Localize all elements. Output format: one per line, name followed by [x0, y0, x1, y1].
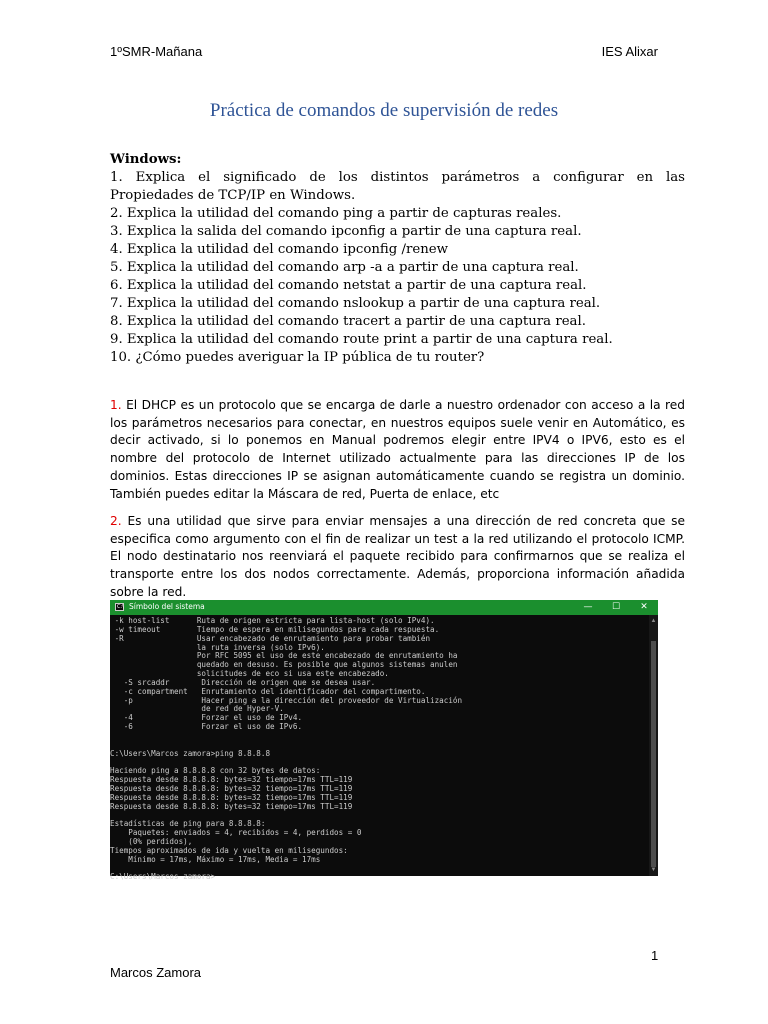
cmd-line: -p Hacer ping a la dirección del proveedor de Virtualización	[110, 695, 463, 705]
header-course: 1ºSMR-Mañana	[110, 44, 203, 59]
cmd-line: -R Usar encabezado de enrutamiento para probar también	[110, 633, 431, 643]
cmd-line: -6 Forzar el uso de IPv6.	[110, 722, 303, 732]
question-5: 5. Explica la utilidad del comando arp -a a partir de una captura real.	[110, 260, 579, 275]
cmd-line: -S srcaddr Dirección de origen que se desea usar.	[110, 677, 376, 687]
cmd-line: quedado en desuso. Es posible que algunos sistemas anulen	[110, 660, 458, 670]
cmd-line: Respuesta desde 8.8.8.8: bytes=32 tiempo=17ms TTL=119	[110, 784, 353, 794]
cmd-line: C:\Users\Marcos zamora>	[110, 872, 216, 882]
cmd-line: -4 Forzar el uso de IPv4.	[110, 713, 303, 723]
cmd-line: -c compartment Enrutamiento del identificador del compartimento.	[110, 686, 426, 696]
maximize-icon: ☐	[611, 602, 621, 612]
cmd-window-screenshot	[110, 600, 658, 882]
cmd-line: Haciendo ping a 8.8.8.8 con 32 bytes de datos:	[110, 766, 321, 776]
window-controls	[574, 600, 658, 615]
question-6: 6. Explica la utilidad del comando netstat a partir de una captura real.	[110, 278, 587, 293]
cmd-line	[110, 732, 649, 741]
cmd-line: Paquetes: enviados = 4, recibidos = 4, perdidos = 0	[110, 828, 362, 838]
cmd-line: Mínimo = 17ms, Máximo = 17ms, Media = 17ms	[110, 854, 321, 864]
cmd-line: solicitudes de eco si usa este encabezado.	[110, 669, 389, 679]
question-9: 9. Explica la utilidad del comando route print a partir de una captura real.	[110, 332, 613, 347]
cmd-line: Por RFC 5095 el uso de este encabezado de enrutamiento ha	[110, 651, 458, 661]
cmd-line: Respuesta desde 8.8.8.8: bytes=32 tiempo=17ms TTL=119	[110, 775, 353, 785]
terminal-icon: C:\	[117, 604, 124, 610]
question-1-line-1: 1. Explica el significado de los distintos parámetros a configurar en las	[110, 170, 685, 185]
header-school: IES Alixar	[601, 44, 658, 59]
question-10: 10. ¿Cómo puedes averiguar la IP pública de tu router?	[110, 350, 485, 365]
cmd-line: Respuesta desde 8.8.8.8: bytes=32 tiempo=17ms TTL=119	[110, 792, 353, 802]
question-3: 3. Explica la salida del comando ipconfig a partir de una captura real.	[110, 224, 582, 239]
question-7: 7. Explica la utilidad del comando nslookup a partir de una captura real.	[110, 296, 601, 311]
answer-1-text: El DHCP es un protocolo que se encarga de darle a nuestro ordenador con acceso a la red los parámetros necesarios para conectar, en nuestros equipos suele venir en Automático, es decir activado, si lo ponemos en Manual podremos elegir entre IPV4 o IPV6, esto es el nombre del protocolo de Internet utilizado actualmente para las direcciones IP de los dominios. Estas direcciones IP se asignan automáticamente cuando se registra un dominio. También puedes editar la Máscara de red, Puerta de enlace, etc	[110, 398, 685, 501]
cmd-line: Respuesta desde 8.8.8.8: bytes=32 tiempo=17ms TTL=119	[110, 801, 353, 811]
close-icon: ✕	[640, 602, 648, 612]
question-2: 2. Explica la utilidad del comando ping a partir de capturas reales.	[110, 206, 562, 221]
page-title: Práctica de comandos de supervisión de redes	[209, 100, 559, 121]
question-4: 4. Explica la utilidad del comando ipconfig /renew	[110, 242, 449, 257]
answer-1-number: 1.	[110, 398, 122, 412]
question-1-line-2: Propiedades de TCP/IP en Windows.	[110, 188, 356, 203]
minimize-icon: —	[583, 602, 593, 612]
cmd-line: (0% perdidos),	[110, 837, 193, 847]
windows-questions	[110, 151, 685, 367]
cmd-line: Tiempos aproximados de ida y vuelta en milisegundos:	[110, 845, 348, 855]
cmd-scrollbar	[649, 615, 658, 876]
answer-2	[110, 513, 685, 602]
scroll-thumb	[651, 641, 656, 867]
question-8: 8. Explica la utilidad del comando tracert a partir de una captura real.	[110, 314, 586, 329]
scroll-up-icon: ▲	[650, 618, 657, 624]
scroll-down-icon: ▼	[650, 867, 657, 873]
cmd-line: -k host-list Ruta de origen estricta para lista-host (solo IPv4).	[110, 616, 435, 625]
cmd-line: Estadísticas de ping para 8.8.8.8:	[110, 819, 266, 829]
windows-heading: Windows:	[110, 152, 182, 167]
footer-author: Marcos Zamora	[110, 965, 202, 980]
cmd-titlebar	[110, 600, 658, 615]
cmd-line: C:\Users\Marcos zamora>ping 8.8.8.8	[110, 748, 271, 758]
cmd-line: -w timeout Tiempo de espera en milisegundos para cada respuesta.	[110, 624, 440, 634]
answer-1	[110, 397, 685, 503]
answer-2-text: Es una utilidad que sirve para enviar mensajes a una dirección de red concreta que se especifica como argumento con el fin de realizar un test a la red utilizando el protocolo ICMP. El nodo destinatario nos reenviará el paquete recibido para confirmarnos que se realiza el transporte entre los dos nodos correctamente. Además, proporciona información añadida sobre la red.	[110, 514, 686, 599]
cmd-line: la ruta inversa (solo IPv6).	[110, 642, 325, 652]
answer-2-number: 2.	[110, 514, 122, 528]
page-number: 1	[651, 948, 659, 963]
cmd-output	[110, 615, 649, 882]
cmd-title: Símbolo del sistema	[129, 602, 205, 611]
cmd-line: de red de Hyper-V.	[110, 704, 284, 714]
